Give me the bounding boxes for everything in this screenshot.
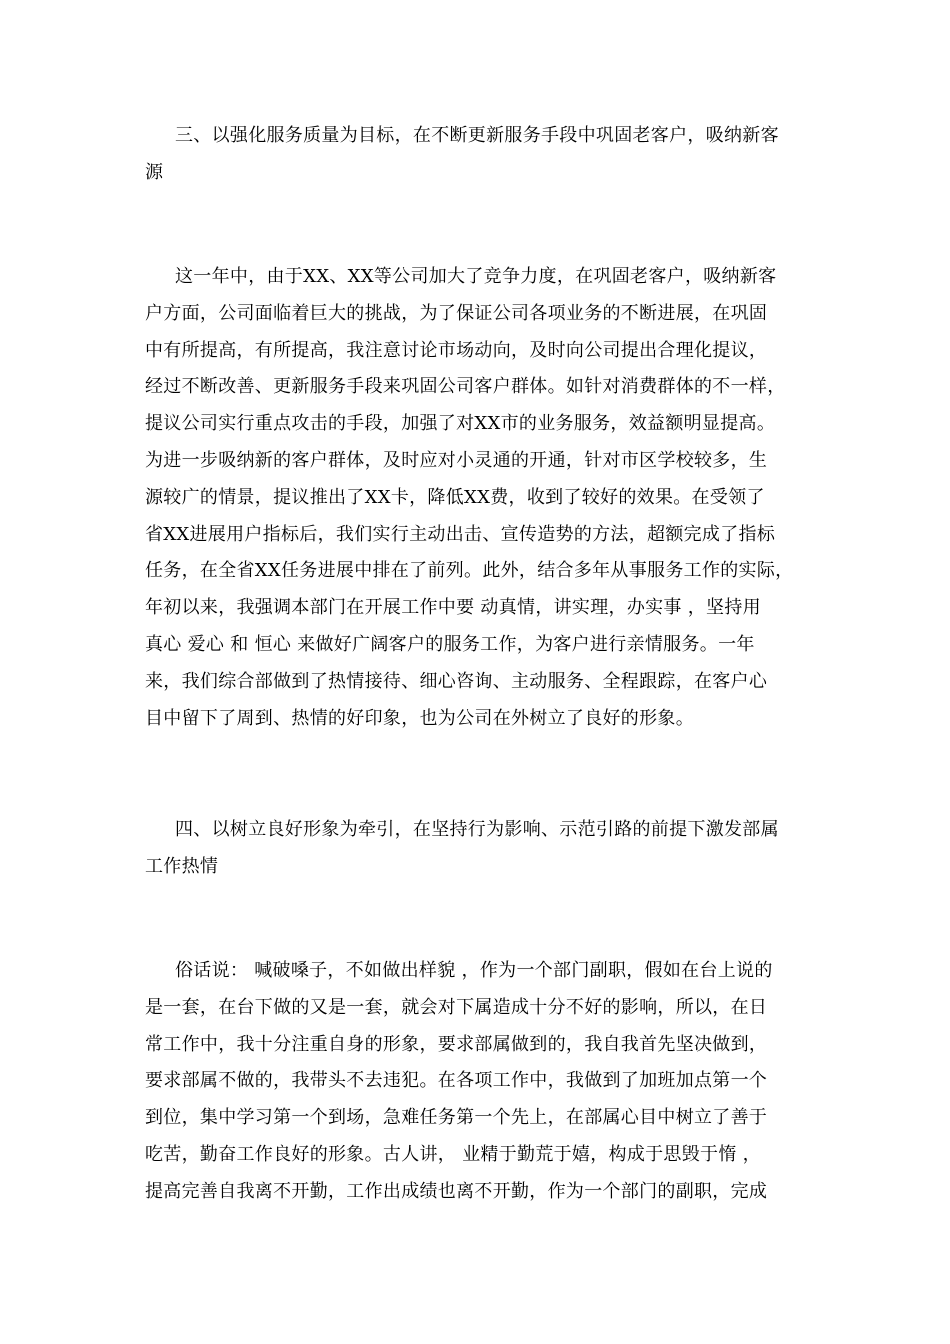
paragraph-line: 源较广的情景，提议推出了XX卡，降低XX费，收到了较好的效果。在受领了 (145, 486, 765, 508)
paragraph-line: 常工作中，我十分注重自身的形象，要求部属做到的，我自我首先坚决做到， (145, 1033, 768, 1055)
paragraph-line: 来，我们综合部做到了热情接待、细心咨询、主动服务、全程跟踪，在客户心 (145, 670, 768, 692)
paragraph-line: 俗话说： 喊破嗓子，不如做出样貌 ，作为一个部门副职，假如在台上说的 (175, 960, 773, 981)
paragraph-line: 要求部属不做的，我带头不去违犯。在各项工作中，我做到了加班加点第一个 (145, 1070, 768, 1092)
paragraph-line: 目中留下了周到、热情的好印象，也为公司在外树立了良好的形象。 (145, 707, 694, 729)
paragraph-two (145, 953, 810, 1211)
paragraph-line: 这一年中，由于XX、XX等公司加大了竞争力度，在巩固老客户，吸纳新客 (175, 266, 777, 287)
heading-line: 四、以树立良好形象为牵引，在坚持行为影响、示范引路的前提下激发部属 (175, 819, 779, 840)
paragraph-line: 户方面，公司面临着巨大的挑战，为了保证公司各项业务的不断进展，在巩固 (145, 302, 768, 324)
paragraph-line: 为进一步吸纳新的客户群体，及时应对小灵通的开通，针对市区学校较多，生 (145, 449, 768, 471)
paragraph-line: 省XX进展用户指标后，我们实行主动出击、宣传造势的方法，超额完成了指标 (145, 523, 776, 545)
paragraph-line: 是一套，在台下做的又是一套，就会对下属造成十分不好的影响，所以，在日 (145, 996, 768, 1018)
heading-line: 源 (145, 161, 164, 183)
paragraph-line: 中有所提高，有所提高，我注意讨论市场动向，及时向公司提出合理化提议， (145, 339, 768, 361)
paragraph-line: 年初以来，我强调本部门在开展工作中要 动真情，讲实理，办实事 ，坚持用 (145, 597, 761, 619)
section-three-heading (145, 118, 810, 192)
section-four-heading (145, 812, 810, 886)
paragraph-line: 任务，在全省XX任务进展中排在了前列。此外，结合多年从事服务工作的实际， (145, 560, 794, 582)
heading-line: 工作热情 (145, 855, 219, 877)
paragraph-line: 真心 爱心 和 恒心 来做好广阔客户的服务工作，为客户进行亲情服务。一年 (145, 633, 755, 655)
paragraph-line: 吃苦，勤奋工作良好的形象。古人讲， 业精于勤荒于嬉，构成于思毁于惰 ， (145, 1143, 761, 1165)
paragraph-line: 提议公司实行重点攻击的手段，加强了对XX市的业务服务，效益额明显提高。 (145, 413, 776, 435)
paragraph-line: 提高完善自我离不开勤，工作出成绩也离不开勤，作为一个部门的副职，完成 (145, 1180, 768, 1202)
paragraph-one (145, 259, 810, 737)
paragraph-line: 到位，集中学习第一个到场，急难任务第一个先上，在部属心目中树立了善于 (145, 1107, 768, 1129)
heading-line: 三、以强化服务质量为目标，在不断更新服务手段中巩固老客户，吸纳新客 (175, 125, 779, 146)
paragraph-line: 经过不断改善、更新服务手段来巩固公司客户群体。如针对消费群体的不一样， (145, 376, 786, 398)
